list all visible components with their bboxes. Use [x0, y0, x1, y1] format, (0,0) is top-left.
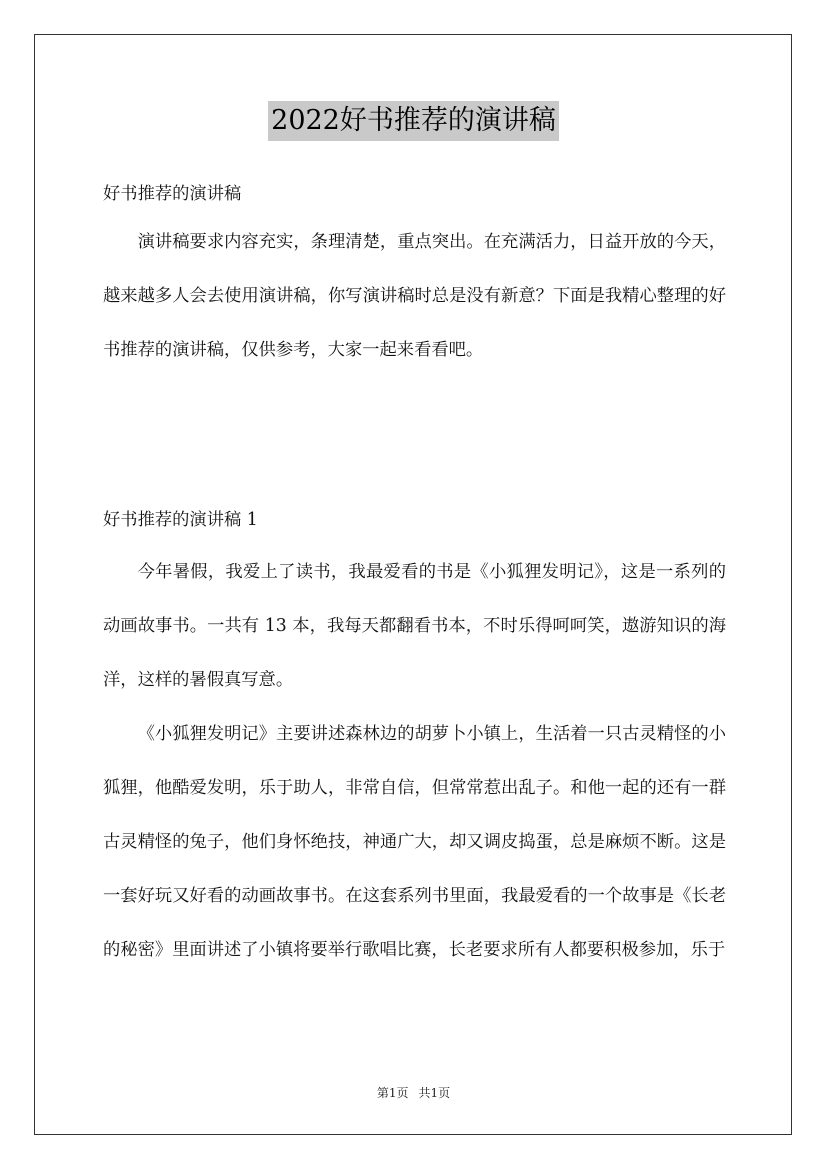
- intro-section: [103, 182, 726, 377]
- page-total: 共1页: [418, 1086, 451, 1100]
- page-number: 第1页: [376, 1086, 409, 1100]
- section-heading: 好书推荐的演讲稿 1: [103, 510, 258, 530]
- speech-section-1: [103, 508, 726, 977]
- body-paragraph: 今年暑假，我爱上了读书，我最爱看的书是《小狐狸发明记》，这是一系列的动画故事书。一共有 13 本，我每天都翻看书本，不时乐得呵呵笑，遨游知识的海洋，这样的暑假真写意。: [103, 562, 726, 690]
- page-footer: [0, 1084, 827, 1101]
- document-title: 2022好书推荐的演讲稿: [268, 101, 559, 141]
- intro-paragraph: 演讲稿要求内容充实，条理清楚，重点突出。在充满活力，日益开放的今天，越来越多人会去使用演讲稿，你写演讲稿时总是没有新意？下面是我精心整理的好书推荐的演讲稿，仅供参考，大家一起来看看吧。: [103, 232, 726, 360]
- title-container: [0, 101, 827, 141]
- intro-heading: 好书推荐的演讲稿: [103, 184, 242, 204]
- body-paragraph: 《小狐狸发明记》主要讲述森林边的胡萝卜小镇上，生活着一只古灵精怪的小狐狸，他酷爱发明，乐于助人，非常自信，但常常惹出乱子。和他一起的还有一群古灵精怪的兔子，他们身怀绝技，神通广大，却又调皮捣蛋，总是麻烦不断。这是一套好玩又好看的动画故事书。在这套系列书里面，我最爱看的一个故事是《长老的秘密》里面讲述了小镇将要举行歌唱比赛，长老要求所有人都要积极参加，乐于: [103, 724, 726, 960]
